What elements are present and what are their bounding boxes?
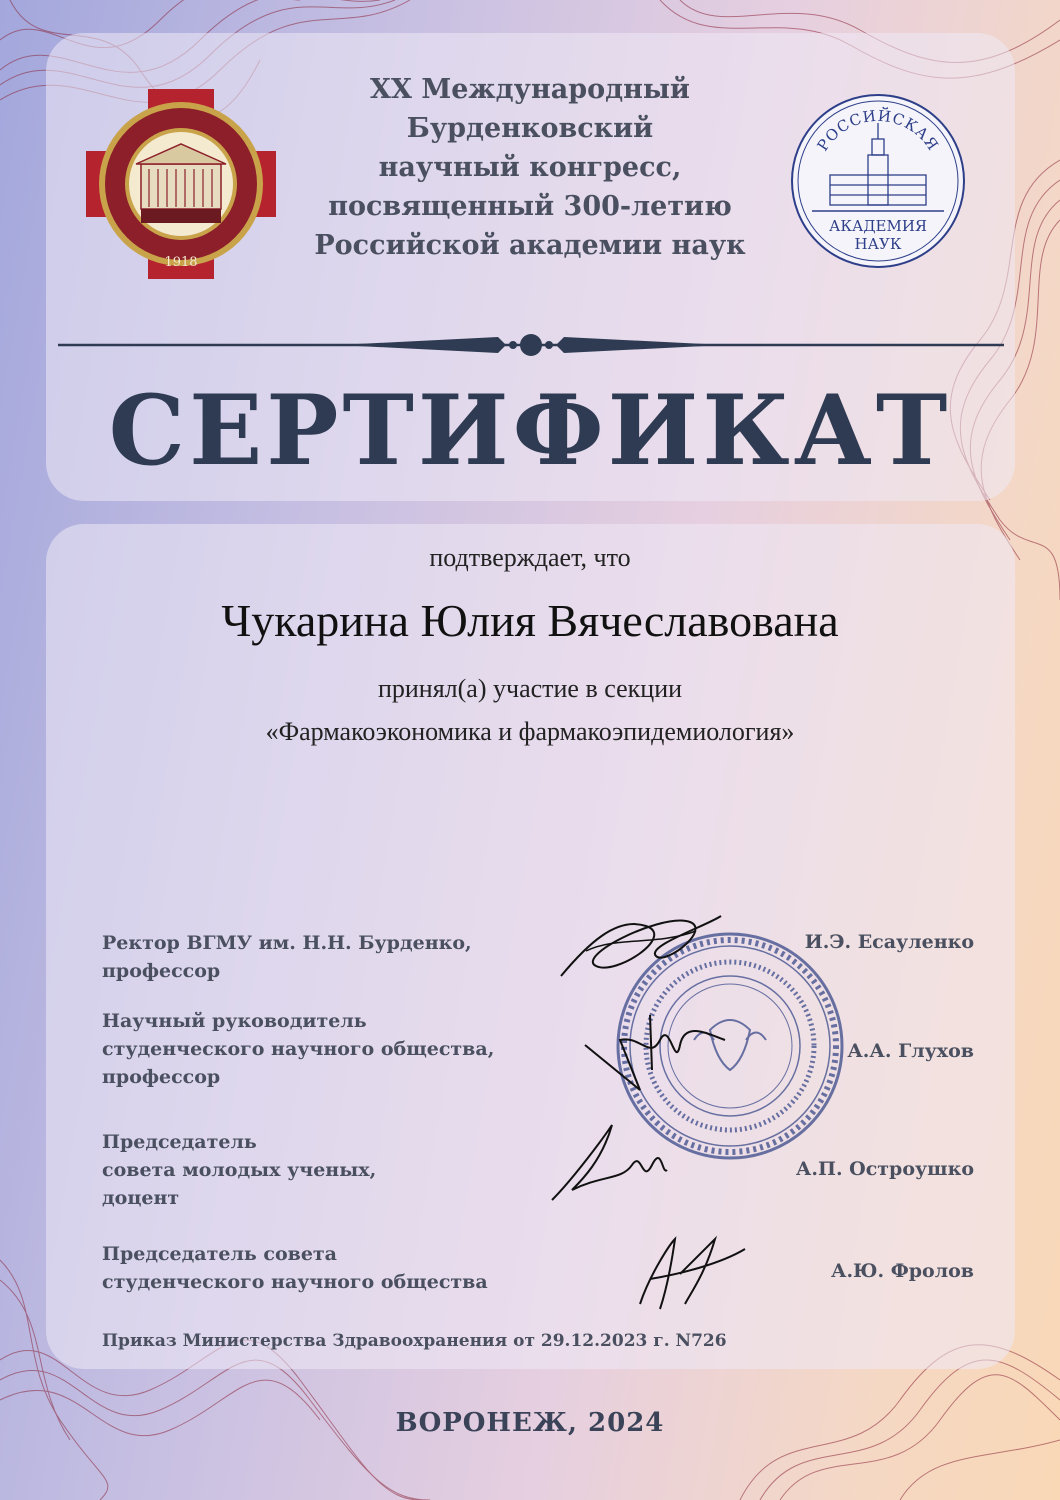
signature-4 xyxy=(630,1234,750,1314)
section-name: «Фармакоэкономика и фармакоэпидемиология» xyxy=(265,717,795,746)
signature-1 xyxy=(556,906,726,986)
congress-title-line: XX Международный xyxy=(370,74,690,105)
ministry-order: Приказ Министерства Здравоохранения от 29.12.2023 г. N726 xyxy=(102,1331,727,1351)
signatory-2-name: А.А. Глухов xyxy=(847,1040,974,1062)
russian-academy-of-sciences-logo xyxy=(790,93,966,269)
congress-title xyxy=(290,70,770,265)
signatory-4-title xyxy=(102,1240,488,1296)
signature-2 xyxy=(580,1010,730,1100)
confirms-text: подтверждает, что xyxy=(429,543,631,572)
signatory-title-line: доцент xyxy=(102,1187,180,1209)
ras-line-1: АКАДЕМИЯ xyxy=(828,217,928,235)
ras-line-2: НАУК xyxy=(854,235,902,253)
ras-arc-text: РОССИЙСКАЯ xyxy=(813,106,943,155)
signatory-title-line: совета молодых ученых, xyxy=(102,1159,377,1181)
signatory-title-line: Научный руководитель xyxy=(102,1010,367,1032)
participation-text: принял(а) участие в секции xyxy=(377,674,683,703)
recipient-name: Чукарина Юлия Вячеславована xyxy=(221,595,839,646)
congress-title-line: посвященный 300-летию xyxy=(328,191,732,222)
signatory-title-line: студенческого научного общества xyxy=(102,1271,488,1293)
signatory-4-name: А.Ю. Фролов xyxy=(830,1260,974,1282)
signatory-title-line: Председатель xyxy=(102,1131,257,1153)
city-year-footer: ВОРОНЕЖ, 2024 xyxy=(395,1408,665,1438)
university-emblem-logo xyxy=(86,89,276,279)
certificate-title: СЕРТИФИКАТ xyxy=(108,374,952,487)
ornamental-divider xyxy=(58,330,1004,360)
signatory-1-title xyxy=(102,929,472,985)
emblem-year: 1918 xyxy=(164,255,198,270)
signatory-1-name: И.Э. Есауленко xyxy=(804,931,974,953)
signatory-3-name: А.П. Остроушко xyxy=(795,1158,974,1180)
signatory-title-line: профессор xyxy=(102,960,221,982)
signatory-title-line: профессор xyxy=(102,1066,221,1088)
congress-title-line: Российской академии наук xyxy=(314,230,746,261)
congress-title-line: Бурденковский xyxy=(406,113,654,144)
signatory-2-title xyxy=(102,1007,494,1091)
signatory-title-line: студенческого научного общества, xyxy=(102,1038,495,1060)
signatory-title-line: Председатель совета xyxy=(102,1243,337,1265)
signatory-3-title xyxy=(102,1128,376,1212)
signature-3 xyxy=(542,1120,672,1210)
congress-title-line: научный конгресс, xyxy=(378,152,682,183)
signatory-title-line: Ректор ВГМУ им. Н.Н. Бурденко, xyxy=(102,932,472,954)
